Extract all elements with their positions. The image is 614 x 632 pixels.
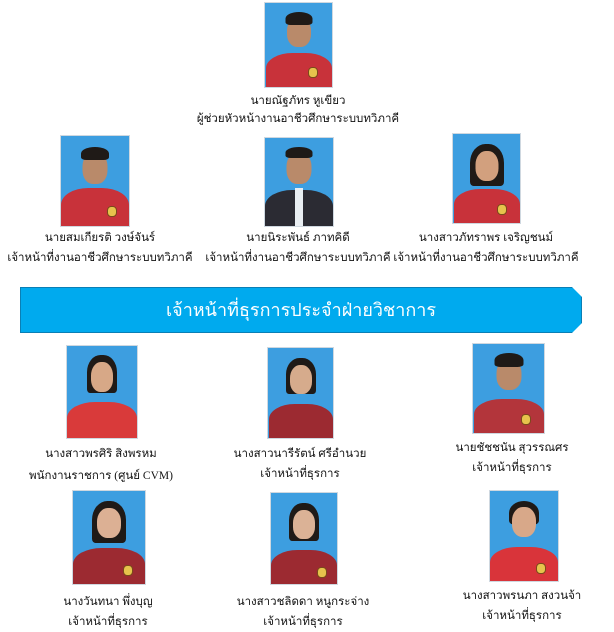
staff-name: นางสาวภัทราพร เจริญชนม์ <box>418 232 554 244</box>
section-banner <box>20 287 582 333</box>
staff-position: พนักงานราชการ (ศูนย์ CVM) <box>29 470 173 482</box>
staff-position: เจ้าหน้าที่ธุรการ <box>263 616 343 628</box>
staff-photo <box>264 137 334 227</box>
staff-photo <box>72 490 146 585</box>
staff-photo <box>60 135 130 227</box>
staff-name: นางสาวพรศิริ สิงพรหม <box>45 448 157 460</box>
staff-photo <box>452 133 521 224</box>
staff-position: เจ้าหน้าที่ธุรการ <box>260 468 340 480</box>
staff-photo <box>267 347 334 439</box>
staff-photo <box>270 492 338 585</box>
staff-position: เจ้าหน้าที่ธุรการ <box>68 616 148 628</box>
section-title: เจ้าหน้าที่ธุรการประจำฝ่ายวิชาการ <box>166 300 436 320</box>
staff-name: นายนิระพันธ์ ภาทคิดี <box>246 232 350 244</box>
staff-position: เจ้าหน้าที่งานอาชีวศึกษาระบบทวิภาคี <box>393 252 579 264</box>
staff-name: นายชัชชนัน สุวรรณศร <box>455 442 569 454</box>
staff-photo <box>264 2 333 88</box>
staff-position: เจ้าหน้าที่ธุรการ <box>472 462 552 474</box>
staff-position: เจ้าหน้าที่งานอาชีวศึกษาระบบทวิภาคี <box>205 252 391 264</box>
staff-position: ผู้ช่วยหัวหน้างานอาชีวศึกษาระบบทวิภาคี <box>196 113 400 125</box>
staff-photo <box>489 490 559 582</box>
staff-name: นางสาวนารีรัตน์ ศรีอำนวย <box>233 448 367 460</box>
staff-position: เจ้าหน้าที่ธุรการ <box>482 610 562 622</box>
staff-photo <box>66 345 138 439</box>
staff-name: นางสาวพรนภา สงวนจ้า <box>462 590 582 602</box>
staff-name: นายสมเกียรติ วงษ์จันร์ <box>44 232 156 244</box>
staff-name: นางสาวชลิดดา หนูกระจ่าง <box>236 596 370 608</box>
staff-name: นางวันทนา พึ่งบุญ <box>63 596 153 608</box>
staff-position: เจ้าหน้าที่งานอาชีวศึกษาระบบทวิภาคี <box>7 252 193 264</box>
staff-photo <box>472 343 545 434</box>
staff-name: นายณัฐภัทร หูเขียว <box>250 95 346 107</box>
